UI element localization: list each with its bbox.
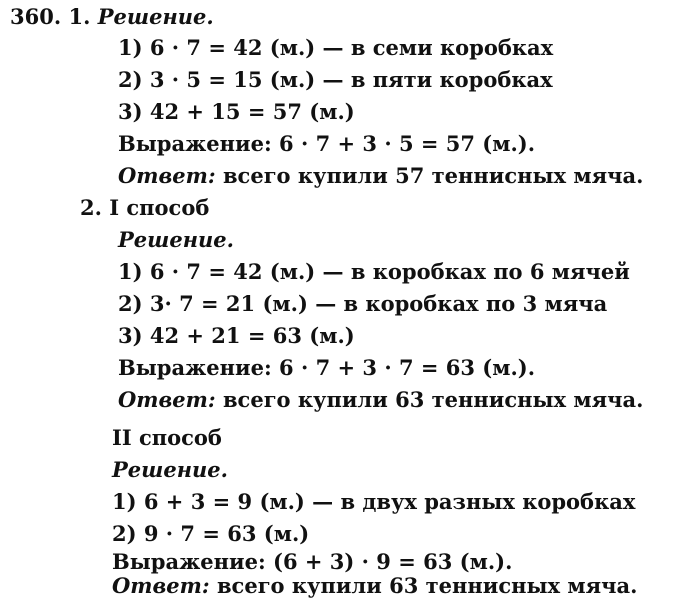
method2-title: II способ (112, 425, 222, 450)
method1-step-1: 1) 6 · 7 = 42 (м.) — в коробках по 6 мячей (118, 259, 630, 284)
method2-step-1: 1) 6 + 3 = 9 (м.) — в двух разных коробках (112, 489, 636, 514)
part2-index: 2. (80, 195, 102, 220)
part2-header (80, 194, 209, 222)
method2-heading: Решение. (112, 457, 228, 482)
method1-step-3: 3) 42 + 21 = 63 (м.) (118, 323, 355, 348)
answer-text: всего купили 57 теннисных мяча. (222, 163, 644, 188)
answer-text: всего купили 63 теннисных мяча. (222, 387, 644, 412)
method2-expression: Выражение: (6 + 3) · 9 = 63 (м.). (112, 549, 513, 574)
part1-expression: Выражение: 6 · 7 + 3 · 5 = 57 (м.). (118, 131, 536, 156)
method1-step-2: 2) 3· 7 = 21 (м.) — в коробках по 3 мяча (118, 291, 608, 316)
answer-label: Ответ: (112, 573, 210, 598)
answer-label: Ответ: (118, 387, 216, 412)
part1-heading: Решение. (97, 4, 214, 29)
method2-step-2: 2) 9 · 7 = 63 (м.) (112, 521, 310, 546)
problem-header (10, 3, 214, 31)
method1-heading: Решение. (118, 227, 234, 252)
problem-number: 360. (10, 4, 62, 29)
part1-step-2: 2) 3 · 5 = 15 (м.) — в пяти коробках (118, 67, 553, 92)
method1-expression: Выражение: 6 · 7 + 3 · 7 = 63 (м.). (118, 355, 536, 380)
answer-label: Ответ: (118, 163, 216, 188)
answer-text: всего купили 63 теннисных мяча. (216, 573, 638, 598)
part1-step-3: 3) 42 + 15 = 57 (м.) (118, 99, 355, 124)
part1-step-1: 1) 6 · 7 = 42 (м.) — в семи коробках (118, 35, 554, 60)
part1-answer (118, 162, 643, 190)
method2-answer (112, 572, 637, 600)
part1-index: 1. (68, 4, 91, 29)
method1-answer (118, 386, 643, 414)
method1-title: I способ (109, 195, 210, 220)
